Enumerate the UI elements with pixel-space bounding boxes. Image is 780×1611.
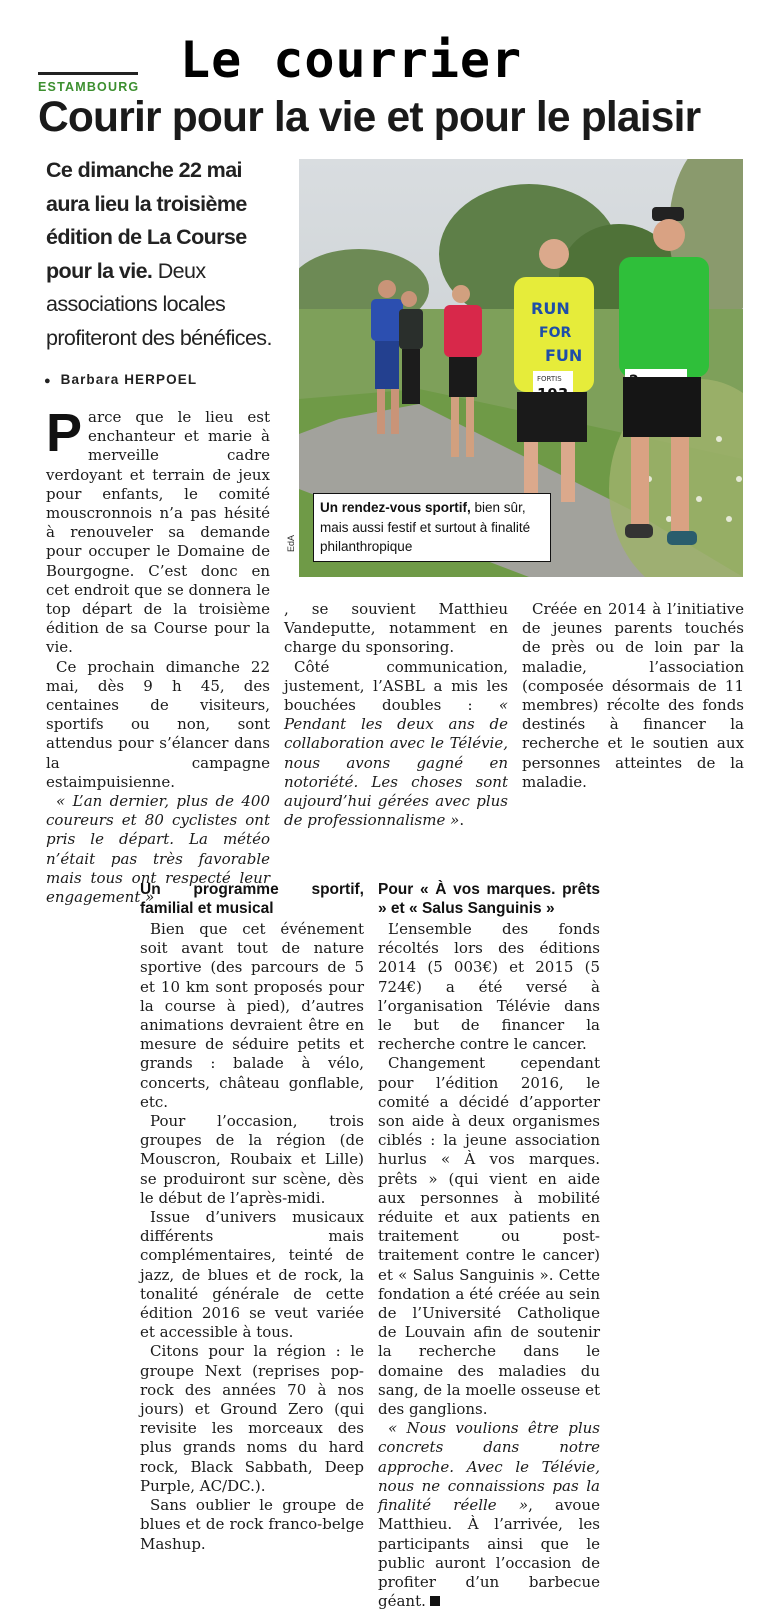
quote-1: « L’an dernier, plus de 400 coureurs et 80 cyclistes ont pris le départ. La météo n’était pas très favorable mais tous ont respecté leur engagement » [46,792,270,907]
svg-text:FORTIS: FORTIS [537,375,562,383]
article-column-2 [284,600,508,830]
article-lead [46,154,280,355]
paragraph-1 [46,403,270,658]
paragraph-2: Ce prochain dimanche 22 mai, dès 9 h 45, des centaines de visiteurs, sportifs ou non, sont attendus pour s’élancer dans la campagne estaimpuisienne. [46,657,270,791]
funds-paragraph-1: L’ensemble des fonds récoltés lors des éditions 2014 (5 003€) et 2015 (5 724€) a été versé à l’organisation Télévie dans le but de financer la recherche contre le cancer. [378,920,600,1054]
programme-paragraph-5: Sans oublier le groupe de blues et de rock franco-belge Mashup. [140,1496,364,1553]
svg-text:FUN: FUN [545,346,583,365]
paragraph-1-text: arce que le lieu est enchanteur et marie à merveille cadre verdoyant et terrain de jeux pour enfants, le comité mouscronnois n’a pas hésité à renouveler sa demande pour occuper le Domaine de Bourgogne. C’est donc en cet endroit que se donnera le top départ de la troisième édition de sa Course pour la vie. [46,408,270,657]
lead-bold: Ce dimanche 22 mai aura lieu la troisième édition de La Course pour la vie. [46,158,247,283]
article-column-1 [46,403,270,907]
svg-text:RUN: RUN [531,299,570,318]
byline [44,372,197,387]
author-first-name: Barbara [60,372,120,387]
paragraph-4-start: Côté communication, justement, l’ASBL a mis les bouchées doubles : [284,657,508,715]
caption-text: bien sûr, mais aussi festif et surtout à finalité philanthropique [320,500,531,554]
paragraph-4 [284,658,508,831]
section-programme [140,880,364,1554]
rubric-label: ESTAMBOURG [38,80,140,94]
end-of-article-icon [430,1596,440,1606]
lead-regular: Deux associations locales profiteront des bénéfices. [46,258,272,350]
newspaper-masthead: Le courrier [180,31,523,89]
article-column-3 [522,600,744,792]
programme-paragraph-1: Bien que cet événement soit avant tout de nature sportive (des parcours de 5 et 10 km sont proposés pour la course à pied), d’autres animations devraient être en mesure de séduire petits et grands : balade à vélo, concerts, château gonflable, etc. [140,920,364,1111]
paragraph-3-rest: , se souvient Matthieu Vandeputte, notamment en charge du sponsoring. [284,600,508,657]
section-programme-title: Un programme sportif, familial et musical [140,881,364,917]
section-funds-title: Pour « À vos marques. prêts » et « Salus Sanguinis » [378,881,600,917]
paragraph-5: Créée en 2014 à l’initiative de jeunes parents touchés de près ou de loin par la maladie, l’association (composée désormais de 11 membres) récolte des fonds destinés à financer la recherche et le soutien aux personnes atteintes de la maladie. [522,600,744,791]
rubric-rule [38,72,138,75]
article-headline: Courir pour la vie et pour le plaisir [38,94,701,141]
section-funds [378,880,600,1611]
quote-3: « Nous voulions être plus concrets dans notre approche. Avec le Télévie, nous ne connaissions pas la finalité réelle » [378,1419,600,1515]
byline-bullet-icon: ● [44,375,52,387]
photo-credit: EdA [286,534,296,552]
paragraph-4-end: . [459,811,465,830]
quote-2: « Pendant les deux ans de collaboration avec le Télévie, nous avons gagné en notoriété. Les choses sont aujourd’hui gérées avec plus de professionnalisme » [284,696,508,830]
funds-paragraph-3-rest: , avoue Matthieu. À l’arrivée, les participants ainsi que le public auront l’occasion de profiter d’un barbecue géant. [378,1496,601,1611]
author-last-name: HERPOEL [124,372,198,387]
svg-text:FOR: FOR [539,325,572,341]
photo-caption [313,493,551,562]
caption-bold: Un rendez-vous sportif, [320,500,471,515]
drop-cap: P [46,403,83,463]
programme-paragraph-4: Citons pour la région : le groupe Next (reprises pop-rock des années 70 à nos jours) et Ground Zero (qui revisite les morceaux des plus grands noms du hard rock, Black Sabbath, Deep Purple, AC/DC.). [140,1342,364,1495]
programme-paragraph-3: Issue d’univers musicaux différents mais complémentaires, teinté de jazz, de blues et de rock, la tonalité générale de cette édition 2016 se veut variée et accessible à tous. [140,1208,364,1342]
funds-paragraph-2: Changement cependant pour l’édition 2016, le comité a décidé d’apporter son aide à deux organismes ciblés : la jeune association hurlus « À vos marques. prêts » (qui vient en aide aux personnes à mobilité réduite et aux patients en traitement ou post-traitement contre le cancer) et « Salus Sanguinis ». Cette fondation a été créée au sein de l’Université Catholique de Louvain afin de soutenir la recherche dans le domaine des maladies du sang, de la moelle osseuse et des ganglions. [378,1054,600,1419]
programme-paragraph-2: Pour l’occasion, trois groupes de la région (de Mouscron, Roubaix et Lille) se produiront sur scène, dès le début de l’après-midi. [140,1112,364,1207]
funds-paragraph-3 [378,1419,600,1611]
